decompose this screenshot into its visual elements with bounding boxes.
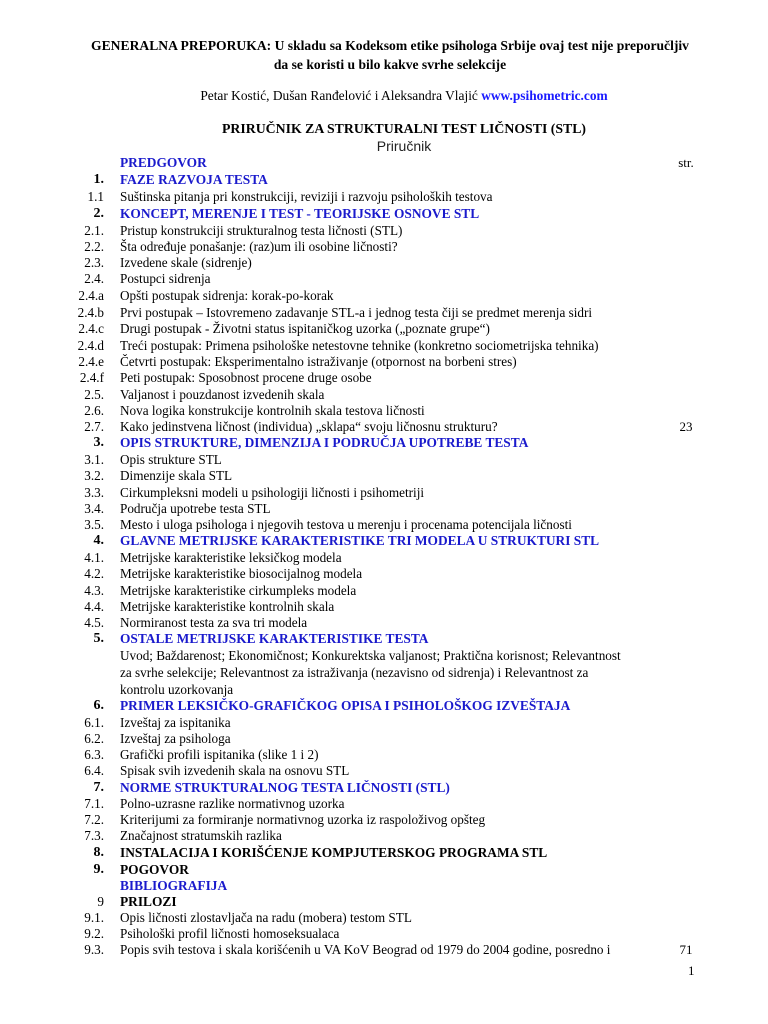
toc-row-bibliografija[interactable] xyxy=(0,877,768,894)
toc-heading: BIBLIOGRAFIJA xyxy=(120,878,228,893)
toc-number: 3.1. xyxy=(84,452,104,467)
toc-number: 2.4.f xyxy=(79,370,104,385)
document-title: PRIRUČNIK ZA STRUKTURALNI TEST LIČNOSTI (STL) xyxy=(221,121,587,136)
website-link[interactable]: www.psihometric.com xyxy=(481,88,608,103)
toc-row-2-4-a[interactable] xyxy=(0,287,768,304)
toc-row-6-3[interactable] xyxy=(0,746,768,763)
toc-row-2-7[interactable] xyxy=(0,418,768,435)
toc-entry: Izveštaj za ispitanika xyxy=(120,715,231,730)
toc-row-3-5[interactable] xyxy=(0,516,768,533)
toc-row-3-2[interactable] xyxy=(0,467,768,484)
toc-heading: POGOVOR xyxy=(120,862,189,877)
toc-number: 7.3. xyxy=(84,828,104,843)
toc-number: 9. xyxy=(93,862,104,877)
toc-row-6-4[interactable] xyxy=(0,762,768,779)
toc-number: 2.2. xyxy=(84,239,104,254)
warning-line-1: GENERALNA PREPORUKA: U skladu sa Kodeksom etike psihologa Srbije ovaj test nije preporučljiv xyxy=(91,38,689,53)
toc-number: 9.2. xyxy=(84,926,104,941)
toc-row-2-5[interactable] xyxy=(0,386,768,403)
toc-row-9-3[interactable] xyxy=(0,941,768,958)
toc-entry: Kako jedinstvena ličnost (individua) „sklapa“ svoju ličnosnu strukturu? xyxy=(120,419,498,434)
toc-number: 2. xyxy=(93,206,104,221)
toc-row-4-2[interactable] xyxy=(0,565,768,582)
toc-number: 7.1. xyxy=(84,796,104,811)
toc-row-4-5[interactable] xyxy=(0,614,768,631)
toc-entry: Suštinska pitanja pri konstrukciji, reviziji i razvoju psiholoških testova xyxy=(120,189,493,204)
toc-number: 2.7. xyxy=(84,419,104,434)
toc-heading: KONCEPT, MERENJE I TEST - TEORIJSKE OSNOVE STL xyxy=(120,206,480,221)
toc-entry: Metrijske karakteristike kontrolnih skala xyxy=(120,599,335,614)
toc-row-2-4-c[interactable] xyxy=(0,320,768,337)
toc-row-2-4-f[interactable] xyxy=(0,369,768,386)
toc-row-7-1[interactable] xyxy=(0,795,768,812)
toc-entry: Dimenzije skala STL xyxy=(120,468,233,483)
document-subtitle: Priručnik xyxy=(376,138,432,154)
toc-entry: Peti postupak: Sposobnost procene druge osobe xyxy=(120,370,372,385)
toc-number: 7. xyxy=(93,780,104,795)
toc-row-3[interactable] xyxy=(0,434,768,451)
toc-number: 5. xyxy=(93,631,104,646)
toc-row-4-3[interactable] xyxy=(0,582,768,599)
toc-entry: Treći postupak: Primena psihološke netestovne tehnike (konkretno sociometrijska tehnika) xyxy=(120,338,599,353)
toc-number: 2.5. xyxy=(84,387,104,402)
toc-entry: Prvi postupak – Istovremeno zadavanje STL-a i jednog testa čiji se predmet merenja sidri xyxy=(120,305,593,320)
toc-entry: Opis ličnosti zlostavljača na radu (mobera) testom STL xyxy=(120,910,412,925)
toc-number: 3.2. xyxy=(84,468,104,483)
toc-number: 4.5. xyxy=(84,615,104,630)
toc-row-4-1[interactable] xyxy=(0,549,768,566)
toc-number: 4.4. xyxy=(84,599,104,614)
toc-number: 2.1. xyxy=(84,223,104,238)
toc-page-number: 71 xyxy=(679,942,693,957)
toc-row-2-3[interactable] xyxy=(0,254,768,271)
toc-heading: OPIS STRUKTURE, DIMENZIJA I PODRUČJA UPOTREBE TESTA xyxy=(120,435,529,450)
toc-entry: Opšti postupak sidrenja: korak-po-korak xyxy=(120,288,334,303)
toc-entry: Polno-uzrasne razlike normativnog uzorka xyxy=(120,796,345,811)
toc-row-7-2[interactable] xyxy=(0,811,768,828)
toc-row-2-1[interactable] xyxy=(0,222,768,239)
toc-number: 9.1. xyxy=(84,910,104,925)
toc-row-6-1[interactable] xyxy=(0,714,768,731)
toc-row-3-1[interactable] xyxy=(0,451,768,468)
toc-entry: Kriterijumi za formiranje normativnog uzorka iz raspoloživog opšteg xyxy=(120,812,486,827)
toc-entry: Značajnost stratumskih razlika xyxy=(120,828,282,843)
toc-number: 6. xyxy=(93,698,104,713)
toc-number: 4.1. xyxy=(84,550,104,565)
toc-heading: NORME STRUKTURALNOG TESTA LIČNOSTI (STL) xyxy=(120,780,450,795)
toc-entry: Psihološki profil ličnosti homoseksualaca xyxy=(120,926,340,941)
page-column-label: str. xyxy=(678,155,694,170)
toc-number: 6.3. xyxy=(84,747,104,762)
toc-row-3-3[interactable] xyxy=(0,484,768,501)
toc-number: 2.4.b xyxy=(77,305,104,320)
toc-page-number: 23 xyxy=(679,419,693,434)
toc-row-8[interactable] xyxy=(0,844,768,861)
toc-entry: Četvrti postupak: Eksperimentalno istraživanje (otpornost na borbeni stres) xyxy=(120,354,517,369)
toc-number: 1. xyxy=(93,172,104,187)
toc-paragraph-line: za svrhe selekcije; Relevantnost za istraživanja (nezavisno od sidrenja) i Relevantnost za xyxy=(120,665,589,680)
toc-number: 4.3. xyxy=(84,583,104,598)
toc-number: 9.3. xyxy=(84,942,104,957)
toc-heading: GLAVNE METRIJSKE KARAKTERISTIKE TRI MODELA U STRUKTURI STL xyxy=(120,533,600,548)
toc-heading: INSTALACIJA I KORIŠĆENJE KOMPJUTERSKOG PROGRAMA STL xyxy=(120,845,548,860)
toc-number: 6.1. xyxy=(84,715,104,730)
toc-number: 3. xyxy=(93,435,104,450)
toc-number: 7.2. xyxy=(84,812,104,827)
toc-number: 6.2. xyxy=(84,731,104,746)
toc-number: 4. xyxy=(93,533,104,548)
toc-number: 9 xyxy=(97,894,104,909)
toc-row-1[interactable] xyxy=(0,171,768,188)
toc-entry: Grafički profili ispitanika (slike 1 i 2) xyxy=(120,747,319,762)
toc-row-predgovor[interactable] xyxy=(0,154,768,171)
toc-row-4[interactable] xyxy=(0,532,768,549)
toc-row-2-4-b[interactable] xyxy=(0,304,768,321)
toc-heading: OSTALE METRIJSKE KARAKTERISTIKE TESTA xyxy=(120,631,429,646)
toc-number: 8. xyxy=(93,845,104,860)
toc-row-4-4[interactable] xyxy=(0,598,768,615)
toc-entry: Izvedene skale (sidrenje) xyxy=(120,255,252,270)
toc-row-2-2[interactable] xyxy=(0,238,768,255)
toc-entry: Pristup konstrukciji strukturalnog testa ličnosti (STL) xyxy=(120,223,403,238)
toc-entry: Drugi postupak - Životni status ispitaničkog uzorka („poznate grupe“) xyxy=(120,321,490,336)
toc-number: 4.2. xyxy=(84,566,104,581)
toc-entry: Spisak svih izvedenih skala na osnovu STL xyxy=(120,763,350,778)
toc-row-2-6[interactable] xyxy=(0,402,768,419)
toc-paragraph-line: Uvod; Baždarenost; Ekonomičnost; Konkurektska valjanost; Praktična korisnost; Relevantnost xyxy=(120,648,621,663)
toc-number: 3.4. xyxy=(84,501,104,516)
toc-entry: Metrijske karakteristike biosocijalnog modela xyxy=(120,566,363,581)
toc-row-3-4[interactable] xyxy=(0,500,768,517)
toc-entry: Postupci sidrenja xyxy=(120,271,211,286)
toc-number: 2.4.d xyxy=(77,338,104,353)
toc-row-9[interactable] xyxy=(0,861,768,878)
toc-entry: Nova logika konstrukcije kontrolnih skala testova ličnosti xyxy=(120,403,425,418)
toc-entry: Područja upotrebe testa STL xyxy=(120,501,271,516)
toc-number: 6.4. xyxy=(84,763,104,778)
toc-entry: Normiranost testa za sva tri modela xyxy=(120,615,308,630)
toc-row-7[interactable] xyxy=(0,779,768,796)
toc-row-6[interactable] xyxy=(0,697,768,714)
toc-entry: Metrijske karakteristike cirkumpleks modela xyxy=(120,583,357,598)
toc-number: 3.3. xyxy=(84,485,104,500)
toc-entry: Šta određuje ponašanje: (raz)um ili osobine ličnosti? xyxy=(120,239,398,254)
toc-number: 2.4.e xyxy=(78,354,104,369)
toc-number: 2.3. xyxy=(84,255,104,270)
toc-entry: Valjanost i pouzdanost izvedenih skala xyxy=(120,387,325,402)
toc-number: 2.4. xyxy=(84,271,104,286)
toc-row-6-2[interactable] xyxy=(0,730,768,747)
toc-entry: Izveštaj za psihologa xyxy=(120,731,231,746)
toc-paragraph-line: kontrolu uzorkovanja xyxy=(120,682,234,697)
toc-entry: Mesto i uloga psihologa i njegovih testova u merenju i procenama potencijala ličnosti xyxy=(120,517,572,532)
toc-row-9-2[interactable] xyxy=(0,925,768,942)
toc-entry: Metrijske karakteristike leksičkog modela xyxy=(120,550,342,565)
author-names: Petar Kostić, Dušan Ranđelović i Aleksandra Vlajić xyxy=(200,88,478,103)
toc-row-9-1[interactable] xyxy=(0,909,768,926)
toc-row-2-4-e[interactable] xyxy=(0,353,768,370)
toc-heading: FAZE RAZVOJA TESTA xyxy=(120,172,268,187)
warning-line-2: da se koristi u bilo kakve svrhe selekcije xyxy=(273,57,507,72)
toc-number: 3.5. xyxy=(84,517,104,532)
toc-heading: PREDGOVOR xyxy=(120,155,207,170)
toc-row-2-4-d[interactable] xyxy=(0,337,768,354)
toc-row-7-3[interactable] xyxy=(0,827,768,844)
toc-paragraph-5[interactable] xyxy=(120,647,640,698)
toc-entry: Opis strukture STL xyxy=(120,452,222,467)
toc-row-2[interactable] xyxy=(0,205,768,222)
toc-row-2-4[interactable] xyxy=(0,270,768,287)
page-number: 1 xyxy=(688,963,695,978)
toc-row-prilozi[interactable] xyxy=(0,893,768,910)
toc-number: 1.1 xyxy=(87,189,104,204)
toc-number: 2.6. xyxy=(84,403,104,418)
toc-entry: Cirkumpleksni modeli u psihologiji ličnosti i psihometriji xyxy=(120,485,425,500)
toc-heading: PRILOZI xyxy=(120,894,177,909)
toc-number: 2.4.a xyxy=(78,288,104,303)
toc-row-1-1[interactable] xyxy=(0,188,768,205)
toc-row-5[interactable] xyxy=(0,630,768,647)
toc-heading: PRIMER LEKSIČKO-GRAFIČKOG OPISA I PSIHOLOŠKOG IZVEŠTAJA xyxy=(120,698,571,713)
toc-number: 2.4.c xyxy=(78,321,104,336)
toc-entry: Popis svih testova i skala korišćenih u VA KoV Beograd od 1979 do 2004 godine, posredno i xyxy=(120,942,611,957)
